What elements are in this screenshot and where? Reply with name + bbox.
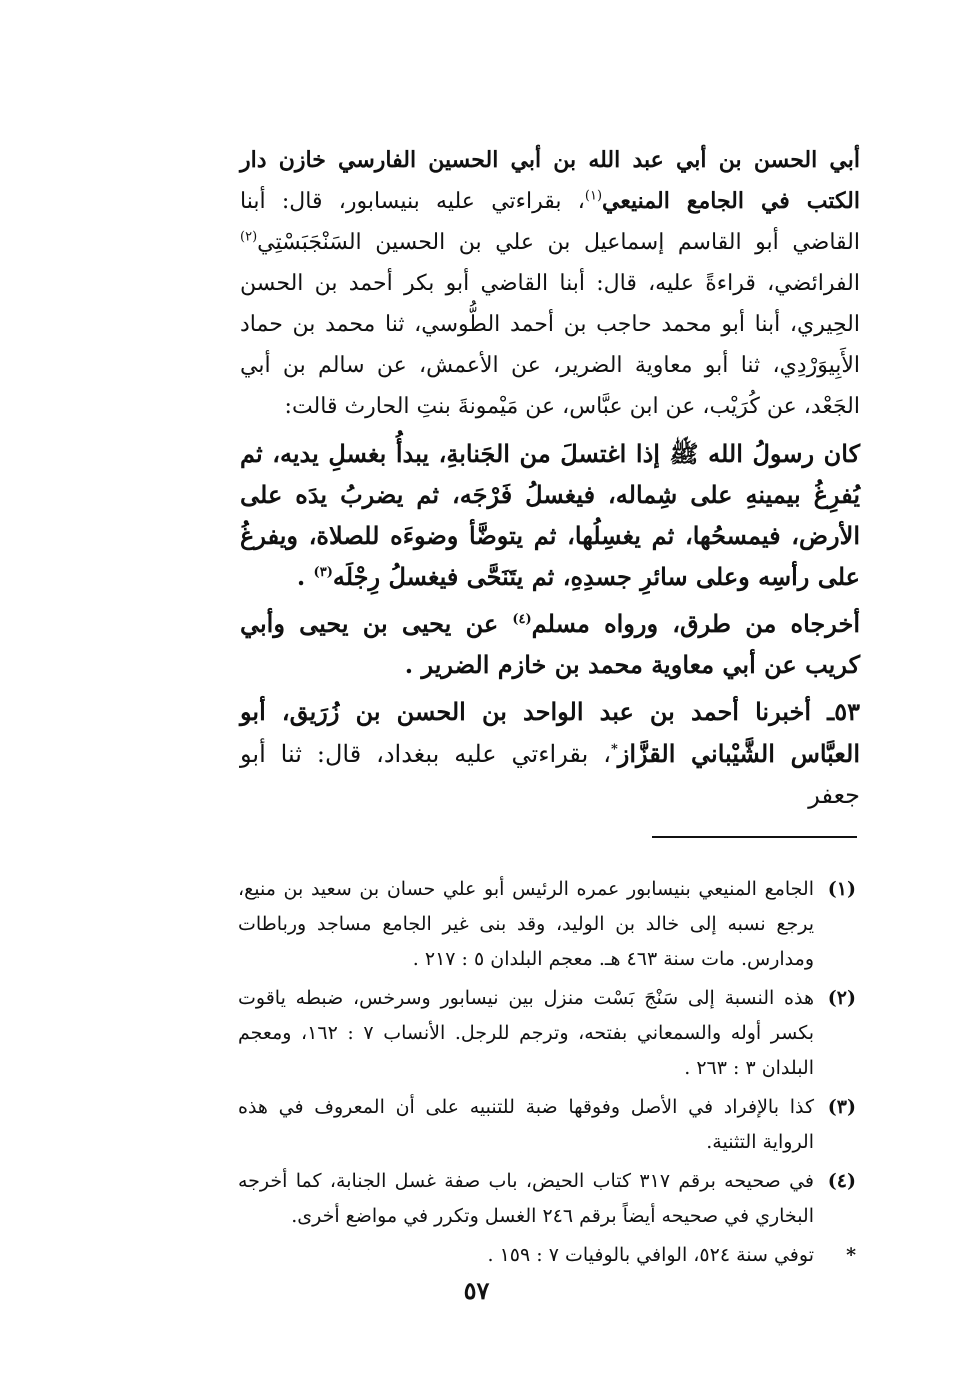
footnote-ref-1[interactable]: (١)	[584, 188, 603, 204]
hadith-end: .	[296, 562, 314, 591]
footnote-star	[238, 1238, 856, 1273]
hadith-53-text: ، بقراءتي عليه ببغداد، قال: ثنا أبو جعفر	[240, 740, 860, 809]
hadith-matn: كان رسولُ الله ﷺ إذا اغتسلَ من الجَنابةِ، يبدأُ بغسلِ يديه، ثم يُفرِغُ بيمينهِ على شِماله، فيغسلُ فَرْجَه، ثم يضربُ يدَه على الأرض، فيمسحُها، ثم يغسِلُها، ثم يتوضَّأ وضوءَه للصلاة، ويفرغُ على رأسِه وعلى سائرِ جسدِهِ، ثم يتَنَحَّى فيغسلُ رِجْلَه	[240, 439, 860, 591]
footnote-text: توفي سنة ٥٢٤، الوافي بالوفيات ٧ : ١٥٩ .	[487, 1244, 814, 1266]
footnote-text: الجامع المنيعي بنيسابور عمره الرئيس أبو علي حسان بن سعيد بن منيع، يرجع نسبه إلى خالد بن الوليد، وقد بنى غير الجامع مساجد ورباطات ومدارس. مات سنة ٤٦٣ هـ. معجم البلدان ٥ : ٢١٧ .	[238, 878, 814, 970]
footnote-number: (٤)	[827, 1170, 856, 1192]
main-text	[240, 140, 860, 822]
footnotes	[238, 872, 856, 1277]
isnad-text: ، بقراءتي عليه بنيسابور، قال: أبنا القاضي أبو القاسم إسماعيل بن علي بن الحسين السَنْجَبَسْتِي	[240, 189, 860, 255]
isnad-text-cont: الفرائضي، قراءةً عليه، قال: أبنا القاضي أبو بكر أحمد بن الحسن الحِيري، أبنا أبو محمد حاجب بن أحمد الطُّوسي، ثنا محمد بن حماد الأَبِيوَرْدِي، ثنا أبو معاوية الضرير، عن الأعمش، عن سالم بن أبي الجَعْد، عن كُرَيْب، عن ابن عبَّاس، عن مَيْمونةَ بنتِ الحارث قالت:	[240, 271, 860, 419]
footnote-number: *	[846, 1244, 856, 1266]
footnote-number: (٢)	[827, 987, 856, 1009]
footnote-text: كذا بالإفراد في الأصل وفوقها ضبة للتنبيه على أن المعروف في هذه الرواية التثنية.	[238, 1096, 814, 1153]
footnote-ref-star[interactable]: *	[610, 742, 618, 757]
footnote-number: (٣)	[827, 1096, 856, 1118]
footnote-ref-2[interactable]: (٢)	[240, 229, 258, 245]
takhrij-text-cont: عن يحيى بن يحيى وأبي كريب عن أبي معاوية محمد بن خازم الضرير .	[240, 609, 860, 679]
footnote-3	[238, 1090, 856, 1160]
footnote-number: (١)	[827, 878, 856, 900]
footnote-1	[238, 872, 856, 977]
paragraph-takhrij	[240, 603, 860, 685]
footnote-4	[238, 1164, 856, 1234]
footnote-ref-3[interactable]: (٣)	[313, 565, 333, 580]
paragraph-hadith-53	[240, 691, 860, 816]
footnote-text: في صحيحه برقم ٣١٧ كتاب الحيض، باب صفة غسل الجنابة، كما أخرجه البخاري في صحيحه أيضاً برقم ٢٤٦ الغسل وتكرر في مواضع أخرى.	[238, 1170, 814, 1227]
footnote-text: هذه النسبة إلى سَنْجَ بَسْت منزل بين نيسابور وسرخس، ضبطه ياقوت بكسر أوله والسمعاني بفتحه، وترجم للرجل. الأنساب ٧ : ١٦٢، ومعجم البلدان ٣ : ٢٦٣ .	[238, 987, 814, 1079]
footnote-ref-4[interactable]: (٤)	[512, 612, 532, 627]
footnote-separator	[652, 836, 857, 838]
footnote-2	[238, 981, 856, 1086]
page-number: ٥٧	[463, 1276, 490, 1305]
hadith-53-heading: ٥٣ـ أخبرنا أحمد بن عبد الواحد بن الحسن بن زُرَيق، أبو العبَّاس الشَّيْباني القزَّاز	[240, 697, 860, 768]
paragraph-isnad	[240, 140, 860, 427]
takhrij-text: أخرجاه من طرق، ورواه مسلم	[531, 609, 861, 638]
paragraph-hadith	[240, 433, 860, 597]
isnad-opening: أبي الحسن بن أبي عبد الله بن أبي الحسين الفارسي خازن دار الكتب في الجامع المنيعي	[240, 147, 860, 214]
